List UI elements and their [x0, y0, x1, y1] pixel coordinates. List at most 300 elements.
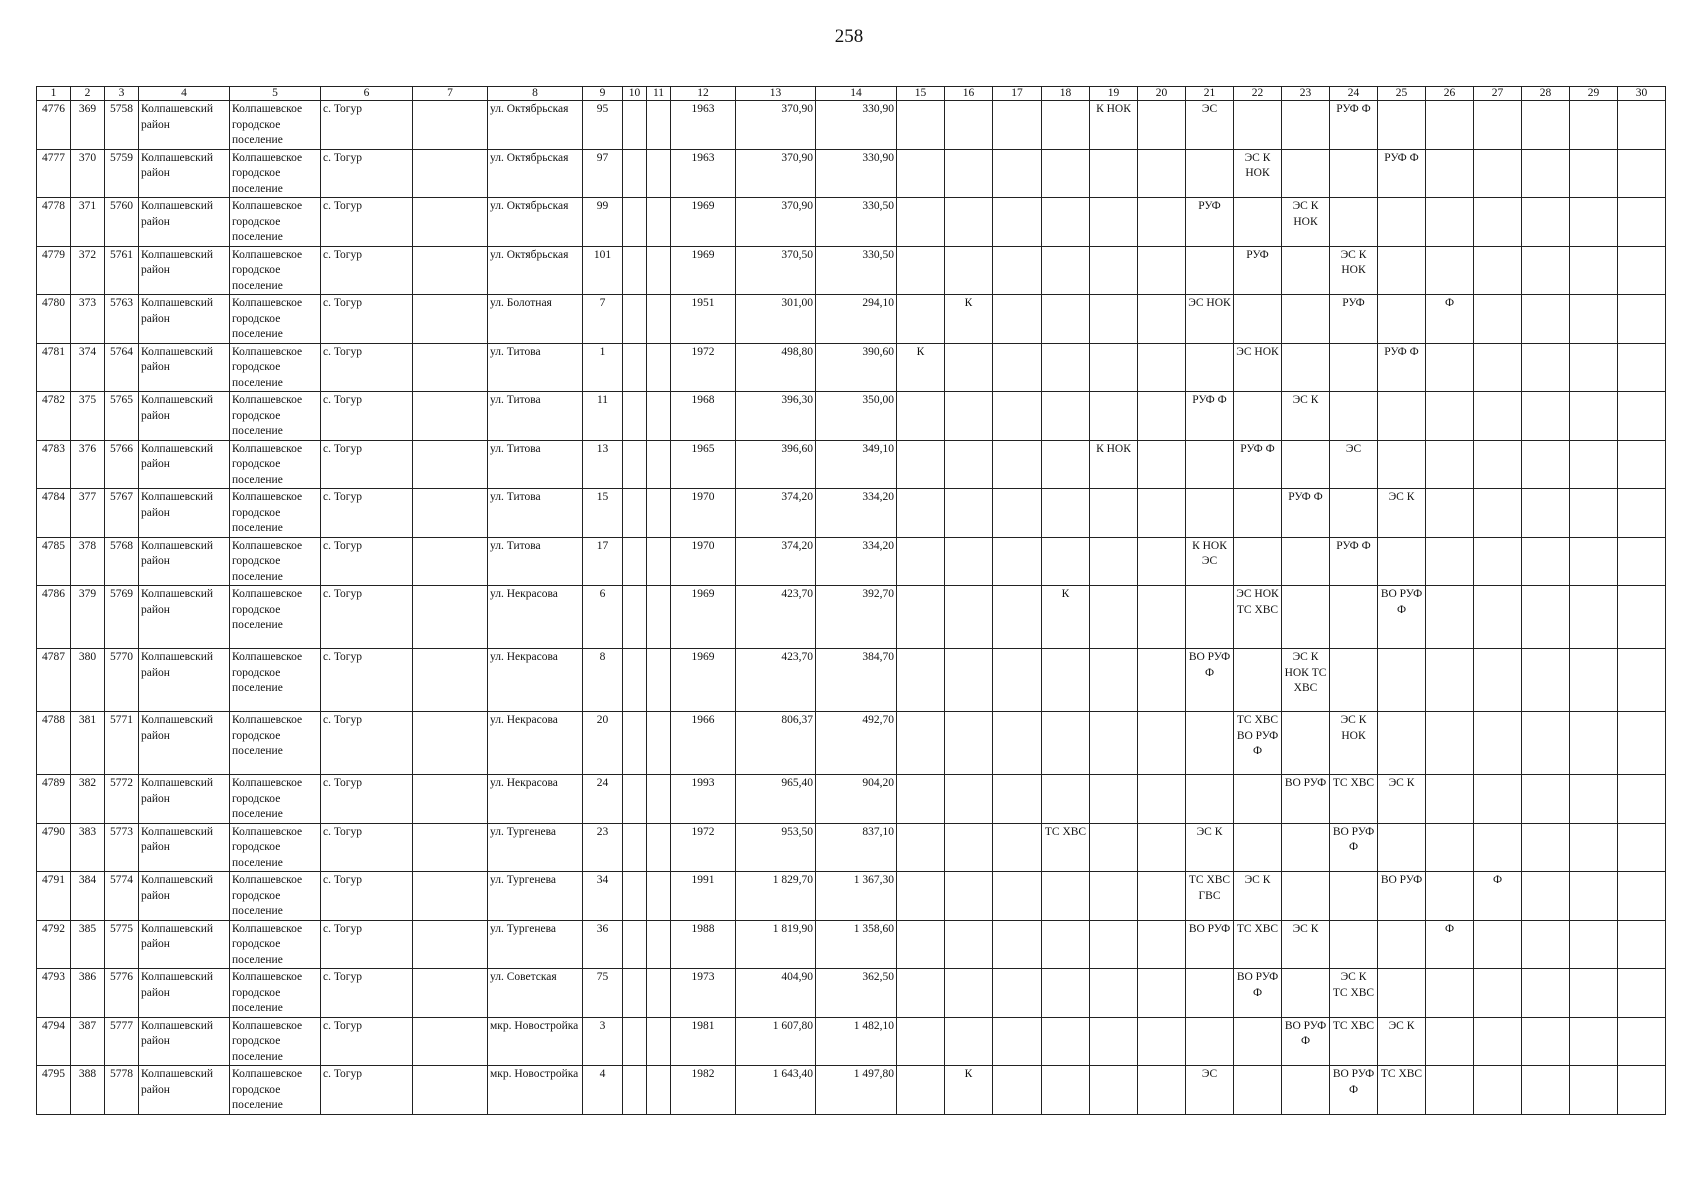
table-cell-col-16	[945, 149, 993, 198]
table-cell-col-6: с. Тогур	[321, 537, 413, 586]
column-header-6: 6	[321, 87, 413, 101]
table-cell-col-17	[993, 246, 1042, 295]
table-cell-col-10	[623, 440, 647, 489]
table-cell-col-5: Колпашевское городское поселение	[230, 537, 321, 586]
column-header-5: 5	[230, 87, 321, 101]
table-cell-col-5: Колпашевское городское поселение	[230, 920, 321, 969]
table-cell-col-11	[647, 969, 671, 1018]
table-cell-col-13: 370,90	[736, 198, 816, 247]
table-cell-col-11	[647, 649, 671, 712]
table-cell-col-10	[623, 969, 647, 1018]
table-cell-col-20	[1138, 537, 1186, 586]
table-cell-col-7	[413, 392, 488, 441]
table-cell-col-16: К	[945, 1066, 993, 1115]
table-cell-col-5: Колпашевское городское поселение	[230, 392, 321, 441]
table-cell-col-23	[1282, 295, 1330, 344]
table-cell-col-23	[1282, 872, 1330, 921]
table-cell-col-11	[647, 823, 671, 872]
table-cell-col-19	[1090, 775, 1138, 824]
table-row	[37, 1066, 1666, 1115]
table-cell-col-22	[1234, 101, 1282, 150]
table-cell-col-30	[1618, 872, 1666, 921]
table-cell-col-4: Колпашевский район	[139, 823, 230, 872]
table-cell-col-2: 385	[71, 920, 105, 969]
table-cell-col-2: 378	[71, 537, 105, 586]
table-cell-col-11	[647, 101, 671, 150]
table-cell-col-25	[1378, 246, 1426, 295]
table-cell-col-22	[1234, 775, 1282, 824]
table-cell-col-16	[945, 872, 993, 921]
table-cell-col-25	[1378, 920, 1426, 969]
table-cell-col-3: 5761	[105, 246, 139, 295]
table-cell-col-11	[647, 246, 671, 295]
table-cell-col-20	[1138, 823, 1186, 872]
table-cell-col-22: ЭС К	[1234, 872, 1282, 921]
table-cell-col-23	[1282, 586, 1330, 649]
table-cell-col-1: 4779	[37, 246, 71, 295]
table-cell-col-25	[1378, 712, 1426, 775]
table-cell-col-22	[1234, 392, 1282, 441]
table-cell-col-29	[1570, 775, 1618, 824]
table-cell-col-17	[993, 537, 1042, 586]
table-cell-col-14: 362,50	[816, 969, 897, 1018]
table-cell-col-12: 1969	[671, 586, 736, 649]
table-cell-col-11	[647, 586, 671, 649]
table-cell-col-26	[1426, 489, 1474, 538]
table-cell-col-14: 330,50	[816, 246, 897, 295]
table-cell-col-25	[1378, 295, 1426, 344]
table-cell-col-2: 388	[71, 1066, 105, 1115]
table-cell-col-24: ТС ХВС	[1330, 775, 1378, 824]
table-cell-col-5: Колпашевское городское поселение	[230, 823, 321, 872]
table-cell-col-28	[1522, 489, 1570, 538]
table-cell-col-22	[1234, 1066, 1282, 1115]
table-cell-col-4: Колпашевский район	[139, 101, 230, 150]
table-cell-col-30	[1618, 1017, 1666, 1066]
table-cell-col-13: 1 819,90	[736, 920, 816, 969]
table-cell-col-7	[413, 101, 488, 150]
column-header-8: 8	[488, 87, 583, 101]
table-cell-col-1: 4782	[37, 392, 71, 441]
table-cell-col-11	[647, 343, 671, 392]
table-cell-col-9: 3	[583, 1017, 623, 1066]
column-header-19: 19	[1090, 87, 1138, 101]
table-cell-col-1: 4792	[37, 920, 71, 969]
table-cell-col-8: ул. Титова	[488, 489, 583, 538]
table-cell-col-13: 1 607,80	[736, 1017, 816, 1066]
table-cell-col-16	[945, 246, 993, 295]
table-cell-col-12: 1966	[671, 712, 736, 775]
column-header-30: 30	[1618, 87, 1666, 101]
table-cell-col-30	[1618, 649, 1666, 712]
table-cell-col-27	[1474, 586, 1522, 649]
table-cell-col-10	[623, 343, 647, 392]
table-cell-col-22	[1234, 295, 1282, 344]
table-cell-col-24	[1330, 586, 1378, 649]
table-cell-col-24: РУФ Ф	[1330, 101, 1378, 150]
table-cell-col-4: Колпашевский район	[139, 586, 230, 649]
table-cell-col-7	[413, 775, 488, 824]
table-cell-col-16	[945, 537, 993, 586]
table-cell-col-20	[1138, 649, 1186, 712]
table-cell-col-9: 95	[583, 101, 623, 150]
table-cell-col-25	[1378, 649, 1426, 712]
column-header-13: 13	[736, 87, 816, 101]
table-cell-col-5: Колпашевское городское поселение	[230, 246, 321, 295]
column-header-11: 11	[647, 87, 671, 101]
table-cell-col-2: 387	[71, 1017, 105, 1066]
table-cell-col-28	[1522, 649, 1570, 712]
table-cell-col-12: 1969	[671, 246, 736, 295]
table-cell-col-20	[1138, 1017, 1186, 1066]
table-cell-col-14: 330,90	[816, 149, 897, 198]
table-cell-col-4: Колпашевский район	[139, 198, 230, 247]
column-header-22: 22	[1234, 87, 1282, 101]
table-cell-col-8: ул. Некрасова	[488, 775, 583, 824]
table-cell-col-13: 1 829,70	[736, 872, 816, 921]
table-cell-col-4: Колпашевский район	[139, 969, 230, 1018]
table-cell-col-12: 1972	[671, 823, 736, 872]
table-cell-col-4: Колпашевский район	[139, 872, 230, 921]
table-cell-col-18	[1042, 920, 1090, 969]
table-cell-col-13: 498,80	[736, 343, 816, 392]
table-cell-col-8: ул. Титова	[488, 392, 583, 441]
table-cell-col-28	[1522, 586, 1570, 649]
table-cell-col-1: 4793	[37, 969, 71, 1018]
table-cell-col-15	[897, 712, 945, 775]
table-cell-col-3: 5767	[105, 489, 139, 538]
table-cell-col-1: 4780	[37, 295, 71, 344]
table-cell-col-22	[1234, 649, 1282, 712]
table-cell-col-23: ЭС К	[1282, 392, 1330, 441]
table-cell-col-25: ЭС К	[1378, 1017, 1426, 1066]
table-cell-col-23	[1282, 969, 1330, 1018]
table-cell-col-6: с. Тогур	[321, 198, 413, 247]
table-cell-col-5: Колпашевское городское поселение	[230, 649, 321, 712]
table-cell-col-16	[945, 198, 993, 247]
table-cell-col-20	[1138, 149, 1186, 198]
table-cell-col-23: ЭС К НОК ТС ХВС	[1282, 649, 1330, 712]
table-cell-col-8: ул. Некрасова	[488, 712, 583, 775]
table-cell-col-24	[1330, 649, 1378, 712]
table-cell-col-14: 330,90	[816, 101, 897, 150]
table-cell-col-19	[1090, 537, 1138, 586]
table-cell-col-26: Ф	[1426, 295, 1474, 344]
table-cell-col-1: 4777	[37, 149, 71, 198]
table-cell-col-24: ЭС	[1330, 440, 1378, 489]
table-cell-col-19	[1090, 489, 1138, 538]
table-cell-col-14: 1 497,80	[816, 1066, 897, 1115]
table-cell-col-27	[1474, 649, 1522, 712]
table-cell-col-20	[1138, 101, 1186, 150]
table-cell-col-27	[1474, 775, 1522, 824]
table-cell-col-7	[413, 295, 488, 344]
table-cell-col-16	[945, 1017, 993, 1066]
table-cell-col-2: 373	[71, 295, 105, 344]
table-cell-col-23: ЭС К	[1282, 920, 1330, 969]
table-cell-col-2: 382	[71, 775, 105, 824]
table-cell-col-21	[1186, 969, 1234, 1018]
table-cell-col-5: Колпашевское городское поселение	[230, 1066, 321, 1115]
table-cell-col-4: Колпашевский район	[139, 246, 230, 295]
table-cell-col-8: ул. Болотная	[488, 295, 583, 344]
table-cell-col-9: 1	[583, 343, 623, 392]
table-cell-col-20	[1138, 295, 1186, 344]
table-cell-col-7	[413, 537, 488, 586]
table-cell-col-3: 5773	[105, 823, 139, 872]
table-cell-col-18	[1042, 295, 1090, 344]
table-cell-col-30	[1618, 149, 1666, 198]
table-cell-col-17	[993, 872, 1042, 921]
table-cell-col-25	[1378, 823, 1426, 872]
table-cell-col-12: 1991	[671, 872, 736, 921]
table-cell-col-25	[1378, 537, 1426, 586]
table-cell-col-14: 334,20	[816, 489, 897, 538]
table-cell-col-22	[1234, 1017, 1282, 1066]
table-cell-col-10	[623, 775, 647, 824]
table-cell-col-15	[897, 537, 945, 586]
table-cell-col-28	[1522, 440, 1570, 489]
table-cell-col-26: Ф	[1426, 920, 1474, 969]
table-cell-col-2: 386	[71, 969, 105, 1018]
table-cell-col-29	[1570, 1017, 1618, 1066]
table-cell-col-10	[623, 101, 647, 150]
table-cell-col-21	[1186, 343, 1234, 392]
table-cell-col-27	[1474, 823, 1522, 872]
page-number: 258	[834, 26, 864, 47]
table-cell-col-5: Колпашевское городское поселение	[230, 969, 321, 1018]
column-header-16: 16	[945, 87, 993, 101]
table-cell-col-6: с. Тогур	[321, 649, 413, 712]
table-cell-col-9: 97	[583, 149, 623, 198]
table-cell-col-17	[993, 823, 1042, 872]
table-cell-col-8: ул. Титова	[488, 537, 583, 586]
table-cell-col-3: 5769	[105, 586, 139, 649]
table-cell-col-1: 4795	[37, 1066, 71, 1115]
table-cell-col-4: Колпашевский район	[139, 920, 230, 969]
table-cell-col-23	[1282, 246, 1330, 295]
table-cell-col-21	[1186, 712, 1234, 775]
table-cell-col-9: 15	[583, 489, 623, 538]
table-cell-col-16	[945, 712, 993, 775]
table-cell-col-11	[647, 920, 671, 969]
table-cell-col-22: ТС ХВС ВО РУФ Ф	[1234, 712, 1282, 775]
table-cell-col-29	[1570, 969, 1618, 1018]
table-row	[37, 586, 1666, 649]
table-cell-col-13: 370,50	[736, 246, 816, 295]
table-cell-col-2: 370	[71, 149, 105, 198]
table-cell-col-26	[1426, 712, 1474, 775]
table-cell-col-27	[1474, 149, 1522, 198]
table-cell-col-15	[897, 489, 945, 538]
table-cell-col-12: 1982	[671, 1066, 736, 1115]
table-cell-col-12: 1973	[671, 969, 736, 1018]
table-cell-col-2: 383	[71, 823, 105, 872]
table-cell-col-11	[647, 295, 671, 344]
table-cell-col-18: К	[1042, 586, 1090, 649]
table-row	[37, 775, 1666, 824]
table-cell-col-6: с. Тогур	[321, 392, 413, 441]
table-cell-col-17	[993, 489, 1042, 538]
table-cell-col-25: ВО РУФ Ф	[1378, 586, 1426, 649]
table-cell-col-24: РУФ	[1330, 295, 1378, 344]
table-cell-col-15: К	[897, 343, 945, 392]
table-cell-col-19	[1090, 343, 1138, 392]
table-cell-col-9: 75	[583, 969, 623, 1018]
table-cell-col-6: с. Тогур	[321, 586, 413, 649]
table-row	[37, 295, 1666, 344]
table-cell-col-23: ВО РУФ Ф	[1282, 1017, 1330, 1066]
table-cell-col-26	[1426, 1017, 1474, 1066]
table-cell-col-22: ЭС НОК	[1234, 343, 1282, 392]
table-cell-col-17	[993, 920, 1042, 969]
table-cell-col-18	[1042, 392, 1090, 441]
table-cell-col-5: Колпашевское городское поселение	[230, 295, 321, 344]
table-cell-col-19: К НОК	[1090, 440, 1138, 489]
table-cell-col-12: 1988	[671, 920, 736, 969]
table-cell-col-16	[945, 489, 993, 538]
table-row	[37, 343, 1666, 392]
table-cell-col-24: ЭС К НОК	[1330, 246, 1378, 295]
table-cell-col-23	[1282, 343, 1330, 392]
table-cell-col-18	[1042, 489, 1090, 538]
table-cell-col-3: 5772	[105, 775, 139, 824]
table-cell-col-12: 1969	[671, 198, 736, 247]
table-cell-col-14: 1 482,10	[816, 1017, 897, 1066]
table-cell-col-15	[897, 101, 945, 150]
table-cell-col-18	[1042, 101, 1090, 150]
table-cell-col-28	[1522, 775, 1570, 824]
table-cell-col-24	[1330, 920, 1378, 969]
table-cell-col-26	[1426, 649, 1474, 712]
table-cell-col-29	[1570, 489, 1618, 538]
table-cell-col-17	[993, 101, 1042, 150]
table-cell-col-18	[1042, 343, 1090, 392]
table-cell-col-18	[1042, 246, 1090, 295]
table-cell-col-7	[413, 712, 488, 775]
table-cell-col-9: 13	[583, 440, 623, 489]
table-cell-col-10	[623, 1017, 647, 1066]
table-cell-col-29	[1570, 920, 1618, 969]
table-cell-col-24: ЭС К НОК	[1330, 712, 1378, 775]
table-cell-col-14: 334,20	[816, 537, 897, 586]
table-cell-col-22: ЭС К НОК	[1234, 149, 1282, 198]
table-cell-col-5: Колпашевское городское поселение	[230, 872, 321, 921]
table-cell-col-26	[1426, 537, 1474, 586]
table-cell-col-11	[647, 149, 671, 198]
table-cell-col-20	[1138, 343, 1186, 392]
table-cell-col-12: 1970	[671, 537, 736, 586]
table-cell-col-7	[413, 823, 488, 872]
table-cell-col-2: 369	[71, 101, 105, 150]
column-number-row	[37, 87, 1666, 101]
table-cell-col-28	[1522, 295, 1570, 344]
table-cell-col-1: 4794	[37, 1017, 71, 1066]
table-row	[37, 1017, 1666, 1066]
table-cell-col-20	[1138, 712, 1186, 775]
table-cell-col-1: 4789	[37, 775, 71, 824]
table-cell-col-21: ТС ХВС ГВС	[1186, 872, 1234, 921]
column-header-3: 3	[105, 87, 139, 101]
table-cell-col-25: ВО РУФ	[1378, 872, 1426, 921]
table-cell-col-9: 23	[583, 823, 623, 872]
table-cell-col-30	[1618, 440, 1666, 489]
table-cell-col-14: 330,50	[816, 198, 897, 247]
table-cell-col-21: К НОК ЭС	[1186, 537, 1234, 586]
table-cell-col-6: с. Тогур	[321, 489, 413, 538]
table-cell-col-30	[1618, 101, 1666, 150]
table-cell-col-4: Колпашевский район	[139, 295, 230, 344]
column-header-15: 15	[897, 87, 945, 101]
table-cell-col-28	[1522, 198, 1570, 247]
table-cell-col-20	[1138, 872, 1186, 921]
column-header-20: 20	[1138, 87, 1186, 101]
table-cell-col-19	[1090, 586, 1138, 649]
table-cell-col-9: 36	[583, 920, 623, 969]
table-cell-col-3: 5765	[105, 392, 139, 441]
table-cell-col-9: 17	[583, 537, 623, 586]
table-cell-col-19	[1090, 295, 1138, 344]
table-cell-col-10	[623, 295, 647, 344]
table-cell-col-11	[647, 440, 671, 489]
table-cell-col-24: ЭС К ТС ХВС	[1330, 969, 1378, 1018]
table-cell-col-21: РУФ Ф	[1186, 392, 1234, 441]
table-cell-col-19	[1090, 920, 1138, 969]
table-cell-col-1: 4786	[37, 586, 71, 649]
table-cell-col-7	[413, 149, 488, 198]
table-cell-col-1: 4788	[37, 712, 71, 775]
column-header-7: 7	[413, 87, 488, 101]
table-cell-col-15	[897, 649, 945, 712]
table-cell-col-19	[1090, 1066, 1138, 1115]
table-cell-col-28	[1522, 823, 1570, 872]
table-cell-col-4: Колпашевский район	[139, 1066, 230, 1115]
table-cell-col-21: ВО РУФ Ф	[1186, 649, 1234, 712]
column-header-24: 24	[1330, 87, 1378, 101]
table-cell-col-25	[1378, 392, 1426, 441]
table-cell-col-25: ЭС К	[1378, 489, 1426, 538]
table-cell-col-2: 384	[71, 872, 105, 921]
table-cell-col-4: Колпашевский район	[139, 649, 230, 712]
table-cell-col-1: 4785	[37, 537, 71, 586]
table-cell-col-18	[1042, 872, 1090, 921]
table-cell-col-27	[1474, 246, 1522, 295]
table-cell-col-30	[1618, 969, 1666, 1018]
table-cell-col-13: 301,00	[736, 295, 816, 344]
table-cell-col-19	[1090, 246, 1138, 295]
table-cell-col-29	[1570, 649, 1618, 712]
table-cell-col-5: Колпашевское городское поселение	[230, 586, 321, 649]
table-cell-col-4: Колпашевский район	[139, 712, 230, 775]
housing-register-table	[36, 86, 1666, 1115]
table-cell-col-25	[1378, 198, 1426, 247]
table-cell-col-29	[1570, 537, 1618, 586]
table-cell-col-11	[647, 872, 671, 921]
column-header-28: 28	[1522, 87, 1570, 101]
table-cell-col-27	[1474, 712, 1522, 775]
table-cell-col-3: 5766	[105, 440, 139, 489]
table-cell-col-13: 404,90	[736, 969, 816, 1018]
table-row	[37, 101, 1666, 150]
table-cell-col-26	[1426, 101, 1474, 150]
table-cell-col-28	[1522, 392, 1570, 441]
table-cell-col-21	[1186, 489, 1234, 538]
table-cell-col-16	[945, 823, 993, 872]
table-cell-col-12: 1970	[671, 489, 736, 538]
column-header-9: 9	[583, 87, 623, 101]
table-cell-col-4: Колпашевский район	[139, 489, 230, 538]
table-cell-col-20	[1138, 586, 1186, 649]
